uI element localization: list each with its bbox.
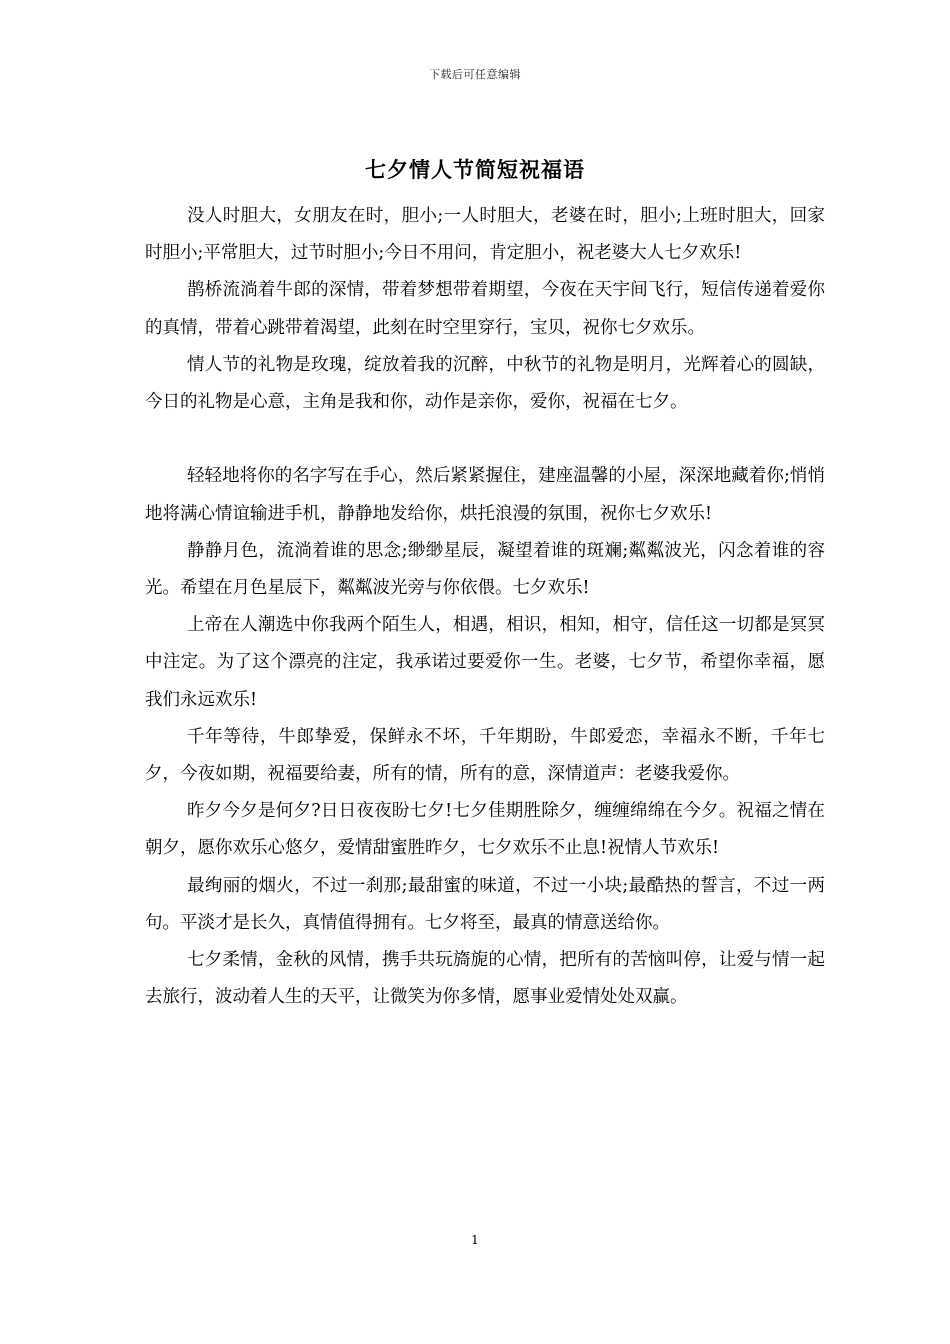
paragraph-5: 静静月色，流淌着谁的思念;缈缈星辰，凝望着谁的斑斓;粼粼波光，闪念着谁的容光。希望在月色星辰下，粼粼波光旁与你依偎。七夕欢乐! <box>145 540 825 599</box>
paragraph-10: 七夕柔情，金秋的风情，携手共玩旖旎的心情，把所有的苦恼叫停，让爱与情一起去旅行，波动着人生的天平，让微笑为你多情，愿事业爱情处处双赢。 <box>145 950 825 1008</box>
paragraph-3: 情人节的礼物是玫瑰，绽放着我的沉醉，中秋节的礼物是明月，光辉着心的圆缺，今日的礼物是心意，主角是我和你，动作是亲你，爱你，祝福在七夕。 <box>145 354 825 413</box>
paragraph-2: 鹊桥流淌着牛郎的深情，带着梦想带着期望，今夜在天宇间飞行，短信传递着爱你的真情，带着心跳带着渴望，此刻在时空里穿行，宝贝，祝你七夕欢乐。 <box>145 280 825 338</box>
paragraph-8: 昨夕今夕是何夕?日日夜夜盼七夕!七夕佳期胜除夕，缠缠绵绵在今夕。祝福之情在朝夕，愿你欢乐心悠夕，爱情甜蜜胜昨夕，七夕欢乐不止息!祝情人节欢乐! <box>145 801 825 859</box>
paragraph-7: 千年等待，牛郎挚爱，保鲜永不坏，千年期盼，牛郎爱恋，幸福永不断，千年七夕，今夜如期，祝福要给妻，所有的情，所有的意，深情道声：老婆我爱你。 <box>145 726 825 785</box>
paragraph-1: 没人时胆大，女朋友在时，胆小;一人时胆大，老婆在时，胆小;上班时胆大，回家时胆小;平常胆大，过节时胆小;今日不用问，肯定胆小，祝老婆大人七夕欢乐! <box>145 206 825 264</box>
page-number: 1 <box>471 1233 479 1247</box>
paragraph-6: 上帝在人潮选中你我两个陌生人，相遇，相识，相知，相守，信任这一切都是冥冥中注定。为了这个漂亮的注定，我承诺过要爱你一生。老婆，七夕节，希望你幸福，愿我们永远欢乐! <box>145 615 825 710</box>
header-note: 下载后可任意编辑 <box>429 68 521 81</box>
document-body <box>145 198 825 1016</box>
paragraph-spacer <box>145 421 825 458</box>
document-title: 七夕情人节简短祝福语 <box>365 157 585 182</box>
paragraph-4: 轻轻地将你的名字写在手心，然后紧紧握住，建座温馨的小屋，深深地藏着你;悄悄地将满心情谊输进手机，静静地发给你，烘托浪漫的氛围，祝你七夕欢乐! <box>145 466 825 524</box>
paragraph-9: 最绚丽的烟火，不过一刹那;最甜蜜的味道，不过一小块;最酷热的誓言，不过一两句。平淡才是长久，真情值得拥有。七夕将至，最真的情意送给你。 <box>145 875 825 933</box>
